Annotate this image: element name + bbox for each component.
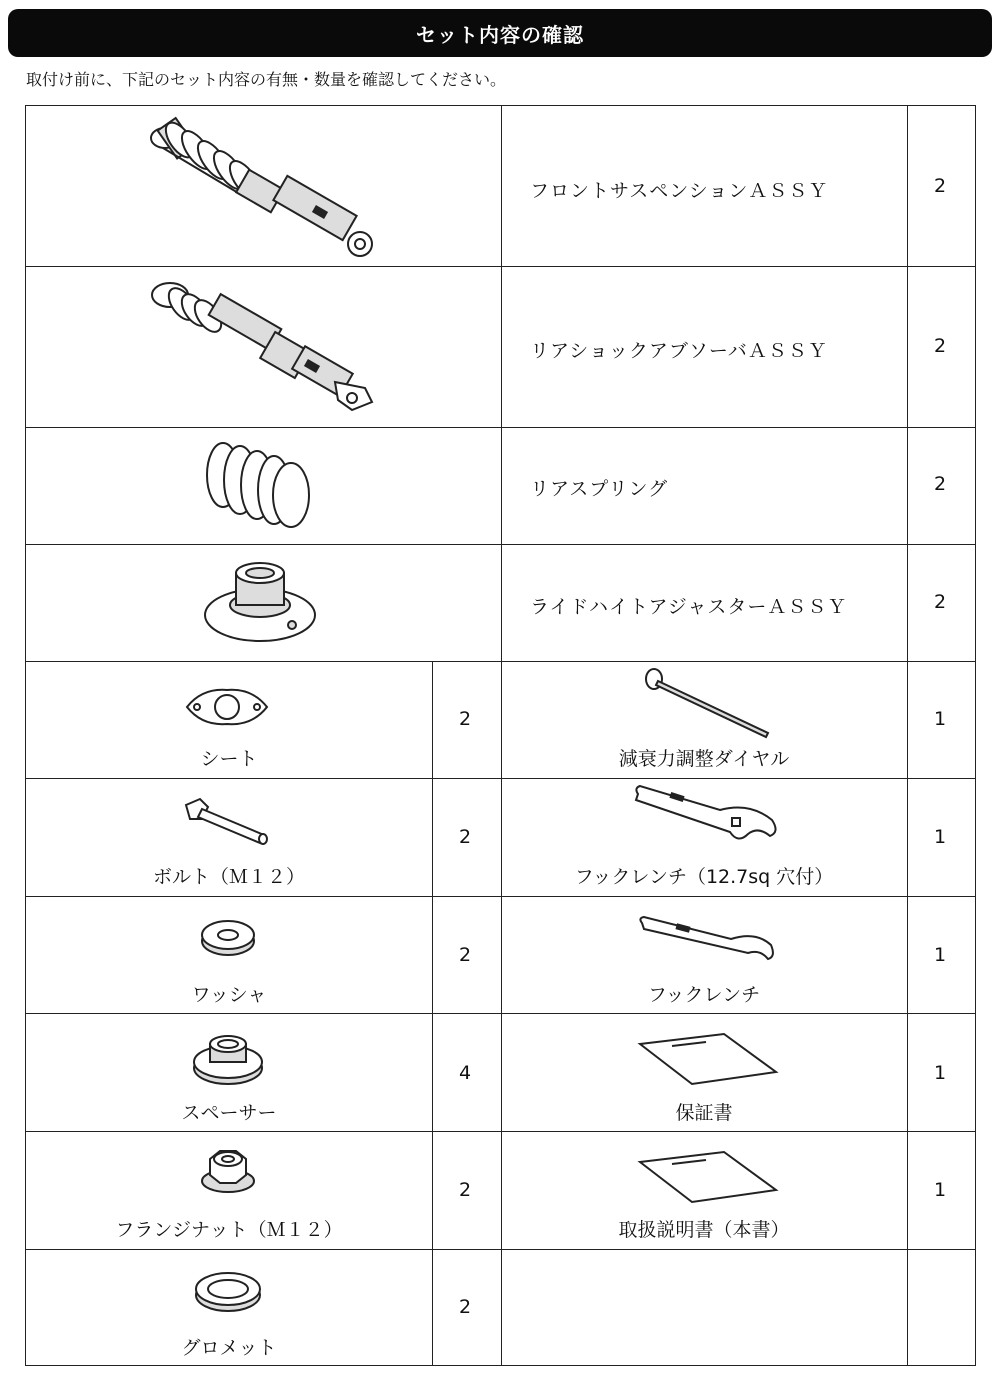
item-name: ライドハイトアジャスターＡＳＳＹ bbox=[530, 596, 848, 618]
item-name: スペーサー bbox=[181, 1102, 277, 1124]
item-name: リアショックアブソーバＡＳＳＹ bbox=[530, 340, 828, 362]
bolt-icon bbox=[180, 795, 275, 850]
item-name: フランジナット（Ｍ１２） bbox=[115, 1219, 343, 1241]
hook-wrench-icon bbox=[636, 915, 781, 965]
seat-plate-icon bbox=[182, 682, 272, 732]
item-name: フロントサスペンションＡＳＳＹ bbox=[530, 180, 829, 202]
flange-nut-icon bbox=[198, 1145, 258, 1195]
rear-spring-icon bbox=[195, 435, 325, 535]
item-quantity: 2 bbox=[933, 175, 947, 197]
washer-icon bbox=[198, 915, 258, 960]
ride-height-adjuster-icon bbox=[200, 555, 320, 650]
grommet-icon bbox=[192, 1265, 264, 1315]
divider bbox=[907, 106, 908, 1365]
item-quantity: 4 bbox=[458, 1062, 472, 1084]
item-name: 取扱説明書（本書） bbox=[618, 1219, 790, 1241]
divider bbox=[26, 896, 975, 897]
item-name: ワッシャ bbox=[191, 984, 267, 1006]
instruction-manual-icon bbox=[636, 1148, 781, 1208]
item-quantity: 1 bbox=[933, 1179, 947, 1201]
section-header bbox=[8, 9, 992, 57]
divider bbox=[26, 1249, 975, 1250]
item-quantity: 1 bbox=[933, 1062, 947, 1084]
intro-text: 取付け前に、下記のセット内容の有無・数量を確認してください。 bbox=[26, 70, 507, 89]
section-title: セット内容の確認 bbox=[416, 22, 584, 47]
divider bbox=[26, 661, 975, 662]
hook-wrench-with-hole-icon bbox=[630, 782, 785, 847]
item-quantity: 2 bbox=[933, 335, 947, 357]
damping-dial-icon bbox=[638, 665, 778, 740]
item-name: リアスプリング bbox=[530, 478, 669, 500]
item-quantity: 2 bbox=[458, 826, 472, 848]
warranty-document-icon bbox=[636, 1030, 781, 1090]
rear-shock-absorber-icon bbox=[140, 270, 385, 420]
divider bbox=[26, 266, 975, 267]
item-quantity: 2 bbox=[458, 944, 472, 966]
item-quantity: 2 bbox=[933, 473, 947, 495]
divider bbox=[26, 778, 975, 779]
item-name: ボルト（Ｍ１２） bbox=[152, 866, 305, 888]
item-quantity: 2 bbox=[458, 1179, 472, 1201]
item-name: フックレンチ bbox=[647, 984, 761, 1006]
front-suspension-icon bbox=[135, 108, 385, 263]
item-quantity: 1 bbox=[933, 826, 947, 848]
item-quantity: 2 bbox=[458, 1296, 472, 1318]
item-name: 保証書 bbox=[675, 1102, 733, 1124]
item-quantity: 2 bbox=[458, 708, 472, 730]
item-name: 減衰力調整ダイヤル bbox=[618, 748, 790, 770]
divider bbox=[26, 544, 975, 545]
item-name: シート bbox=[200, 748, 258, 770]
spacer-icon bbox=[190, 1030, 266, 1088]
divider bbox=[26, 427, 975, 428]
divider bbox=[501, 106, 502, 1365]
item-quantity: 1 bbox=[933, 708, 947, 730]
divider bbox=[26, 1131, 975, 1132]
divider bbox=[26, 1013, 975, 1014]
item-quantity: 2 bbox=[933, 591, 947, 613]
item-quantity: 1 bbox=[933, 944, 947, 966]
item-name: グロメット bbox=[181, 1337, 277, 1359]
item-name: フックレンチ（12.7sq 穴付） bbox=[574, 866, 834, 888]
